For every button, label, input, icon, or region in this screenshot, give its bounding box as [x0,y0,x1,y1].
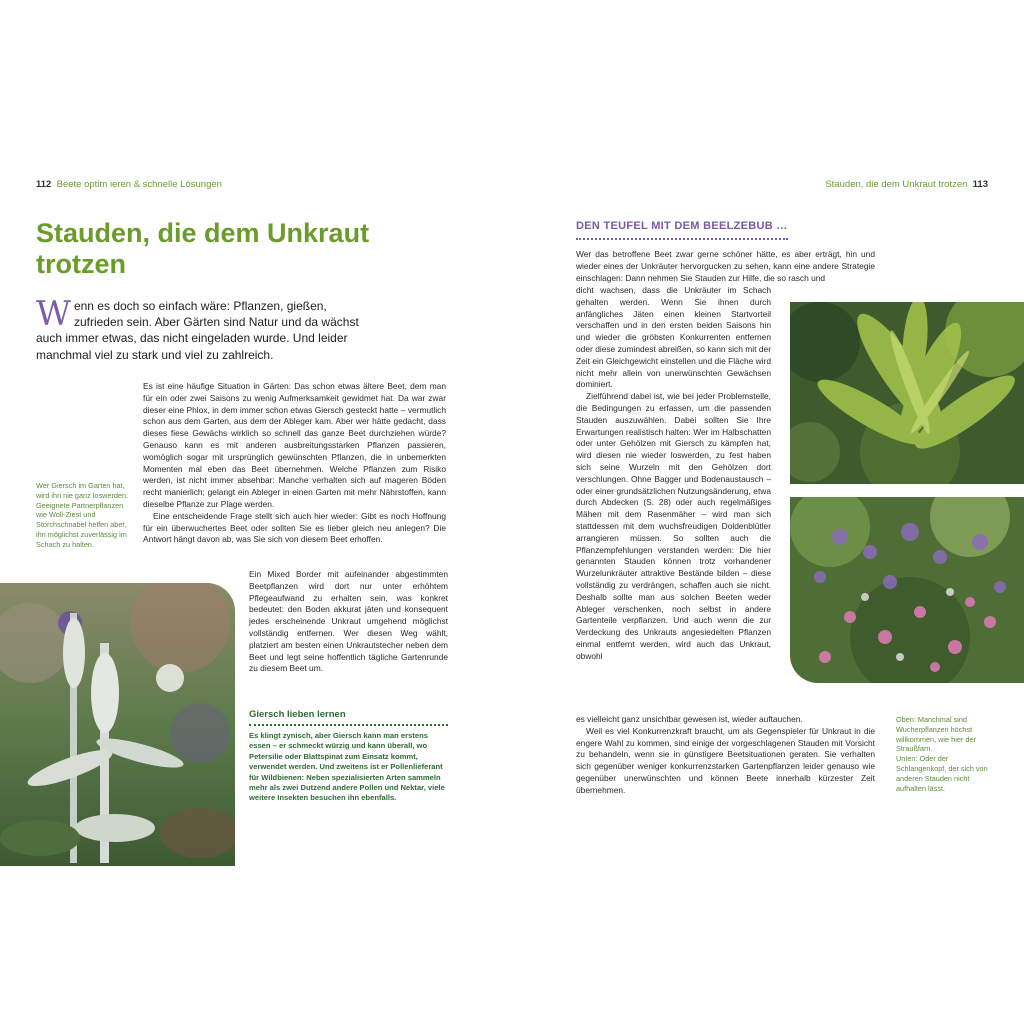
section-heading: DEN TEUFEL MIT DEM BEELZEBUB … [576,220,788,232]
running-head-left [36,179,222,190]
intro-paragraph: Wer das betroffene Beet zwar gerne schöner hätte, es aber erträgt, hin und wieder eines der Unkräuter hervorgucken zu sehen, kann eine andere Strategie einschlagen: Dann nehmen Sie Stauden zur Hilfe, die so rasch und [576,249,875,283]
body-right-end: es vielleicht ganz unsichtbar gewesen ist, wieder auftauchen. [576,714,803,724]
body-right-paragraph-3: Weil es viel Konkurrenzkraft braucht, um als Gegenspieler für Unkraut in die engere Wahl zu kommen, sind einige der vorgeschlagenen Stauden mit Vorsicht zu behandeln, wenn sie in günstigere Beetsituationen geraten. Sie verhalten sich gegenüber weniger konkurrenzstarken Gartenpflanzen leider genauso wie gegenüber unerwünschten und können Beete innerhalb kürzester Zeit übernehmen. [576,725,875,795]
image-captions-right [896,715,996,793]
body-column-left-narrow [249,569,448,675]
running-head-right [825,179,988,190]
page-number-left: 112 [36,179,52,190]
side-caption-left: Wer Giersch im Garten hat, wird ihn nie ganz loswerden. Geeignete Partnerpflanzen wie Woll-Ziest und Storchschnabel helfen aber, ihn möglichst zuverlässig im Schach zu halten. [36,481,129,549]
dragonhead-photo [790,497,1024,683]
lambs-ear-photo [0,583,235,866]
body-column-left [143,381,446,546]
lead-paragraph [36,294,366,363]
body-paragraph-1: Es ist eine häufige Situation in Gärten: Das schon etwas ältere Beet, dem man für ein oder zwei Saisons zu wenig Aufmerksamkeit gewidmet hat. Da war zwar dieser eine Phlox, in dem immer schon etwas Giersch gesteckt hatte – vermutlich schon aus dem Garten, aus dem der Ableger kam. Aber wer hätte gedacht, dass dieses fiese Gewächs wirklich so schnell das ganze Beet durchziehen würde? Genauso kann es mit anderen ausbreitungsstarken Pflanzen passieren, womöglich sogar mit ursprünglich gewünschten Pflanzen, die in unbemerkten Momenten mal eben das Beet übernehmen. Welche Pflanzen zum Risiko werden, ist nicht immer absehbar: Manche verhalten sich auf mageren Böden recht manierlich; gelangt ein Ableger in einen Garten mit mehr Nährstoffen, kann dieselbe Pflanze zur Plage werden. [143,381,446,509]
running-head-right-text: Stauden, die dem Unkraut trotzen [825,179,968,190]
body-right-paragraph-2: Zielführend dabei ist, wie bei jeder Problemstelle, die Bedingungen zu erfassen, um die passenden Stauden auszuwählen. Dabei sollten Sie Ihre Erwartungen realistisch halten: Wer im Halbschatten oder unter Gehölzen mit Giersch zu kämpfen hat, wird diesen nie wieder loswerden, zu fest haben sich seine Wurzeln mit den Gehölzen dort verschlungen. Ohne Bagger und Bodenaustausch – oder einer grundsätzlichen Nutzungsänderung, etwa durch Abdecken (S. 28) oder auch regelmäßiges Mähen mit dem Rasenmäher – wird man sich stattdessen mit dem wuchsfreudigen Doldenblütler arrangieren müssen. So sollten auch die Pflanzempfehlungen verstanden werden: Die hier genannten Stauden können trotz vorhandener Wurzelunkräuter attraktive Bestände bilden – diese vollständig zu verdrängen, schaffen auch sie nicht. Deshalb sollte man aus solchen Beeten weder Ableger verschenken, noch selbst in andere Gartenteile verpflanzen. Und auch wenn die zur Verdeckung des Unkrauts angesiedelten Pflanzen einmal entfernt werden, wird auch das Unkraut, obwohl [576,391,771,661]
lambs-ear-image [0,583,235,866]
body-intro-right [576,249,875,284]
body-paragraph-2: Eine entscheidende Frage stellt sich auch hier wieder: Gibt es noch Hoffnung für ein überwuchertes Beet oder sollten Sie es lieber gleich neu anlegen? Die Antwort hängt davon ab, was Sie sich von diesem Beet erhoffen. [143,510,446,545]
drop-cap: W [36,294,71,334]
ostrich-fern-photo [790,302,1024,484]
caption-bottom: Unten: Oder der Schlangenkopf, der sich von anderen Stauden nicht aufhalten lässt. [896,754,988,793]
section-heading-divider [576,238,788,240]
running-head-left-text: Beete optim ieren & schnelle Lösungen [56,179,222,190]
dragonhead-image [790,497,1024,683]
body-paragraph-3: Ein Mixed Border mit aufeinander abgestimmten Beetpflanzen wird dort nur unter erhöhtem Pflegeaufwand zu erhalten sein, was konkret bedeutet: den Boden akkurat jäten und konsequent jedes erscheinende Unkraut umgehend möglichst vollständig entfernen. Wer diesen Weg wählt, platziert am besten einen Unkrautstecher neben dem Beet und legt seine hoffentlich tägliche Gartenrunde zu diesem Beet um. [249,569,448,674]
sidebar-box-text: Es klingt zynisch, aber Giersch kann man erstens essen – er schmeckt würzig und kann überall, wo Petersilie oder Blattspinat zum Einsatz kommt, verwendet werden. Und zweitens ist er Pollenlieferant für Wildbienen: Neben spezialisierten Arten sammeln mehr als zwei Dutzend andere Pollen und Nektar, viele weitere Insekten besuchen ihn ebenfalls. [249,731,445,803]
body-column-right-wide [576,714,875,797]
sidebar-box-divider [249,724,448,726]
page-number-right: 113 [972,179,988,190]
ostrich-fern-image [790,302,1024,484]
sidebar-box-title: Giersch lieben lernen [249,709,346,720]
page-title [36,218,416,280]
caption-top: Oben: Manchmal sind Wucherpflanzen höchst willkommen, wie hier der Straußfarn. [896,715,976,754]
lead-text: enn es doch so einfach wäre: Pflanzen, gießen, zufrieden sein. Aber Gärten sind Natur und da wächst auch immer etwas, das nicht eingeladen wurde. Und leider manchmal viel zu stark und viel zu zahlreich. [36,299,359,362]
body-right-part1: dicht wachsen, dass die Unkräuter im Schach gehalten werden. Wenn Sie ihnen durch anfängliches Jäten einen kleinen Startvorteil verschaffen und in den ersten beiden Saisons hin und wieder die gröbsten Konkurrenten entfernen oder diese zumindest abreißen, so kann sich mit der Zeit ein Gleichgewicht einstellen und die Fläche wird nicht mehr allein von unerwünschten Gewächsen dominiert. [576,285,771,390]
page-title-line2: trotzen [36,249,126,279]
body-column-right-narrow [576,285,771,663]
page-title-line1: Stauden, die dem Unkraut [36,218,370,248]
